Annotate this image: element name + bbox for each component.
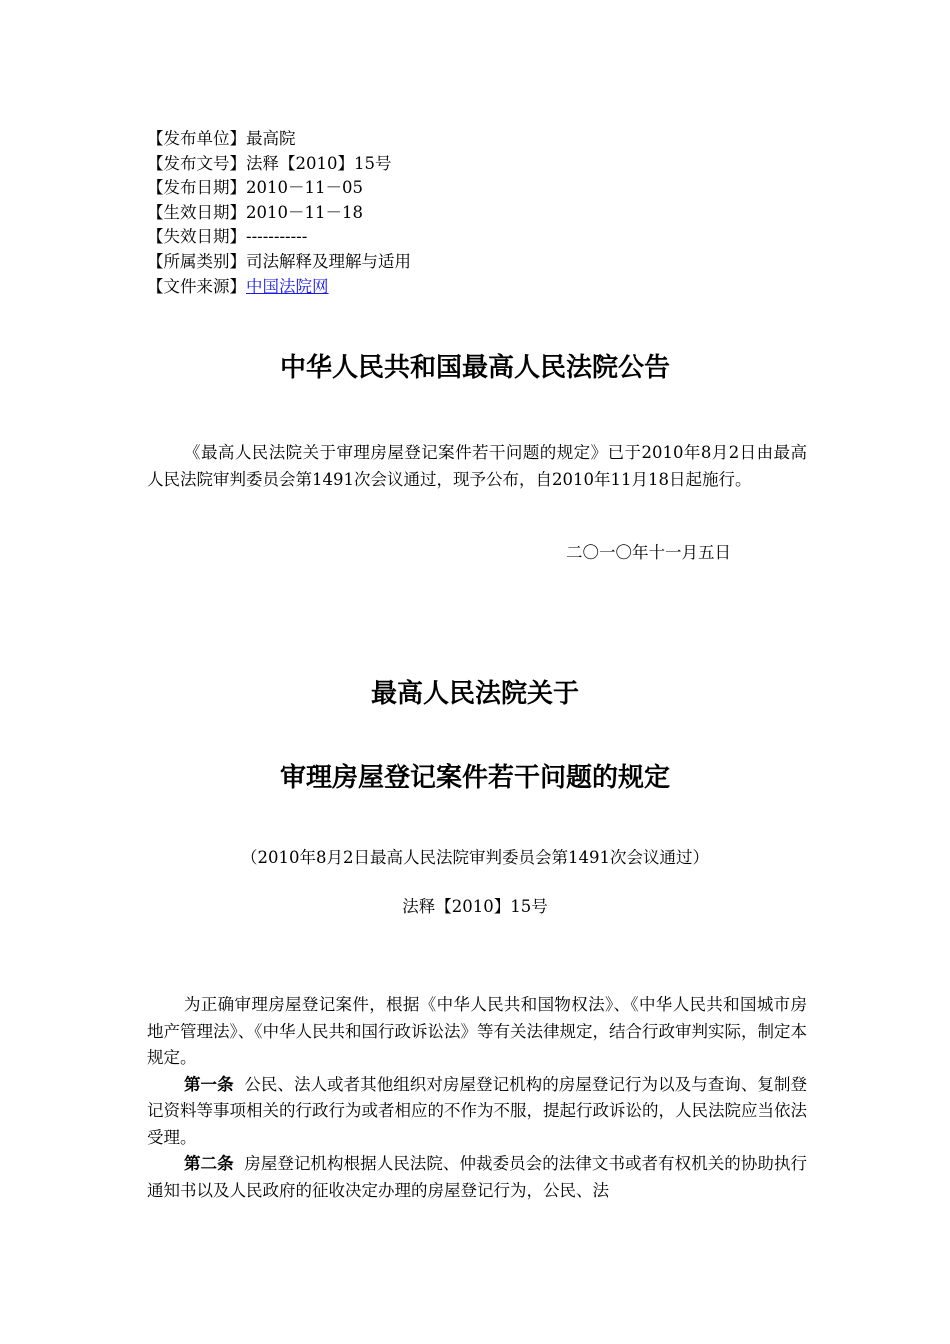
source-link[interactable]: 中国法院网 xyxy=(246,276,329,296)
regulation-doc-number: 法释【2010】15号 xyxy=(402,897,548,916)
meta-expiry-date: 【失效日期】----------- xyxy=(147,227,308,247)
announcement-body: 《最高人民法院关于审理房屋登记案件若干问题的规定》已于2010年8月2日由最高人民法院审判委员会第1491次会议通过，现予公布，自2010年11月18日起施行。 xyxy=(147,443,807,489)
regulation-body xyxy=(147,992,807,1204)
regulation-title-line2: 审理房屋登记案件若干问题的规定 xyxy=(279,763,670,793)
announcement-date: 二〇一〇年十一月五日 xyxy=(566,543,731,562)
article-heading: 第二条 xyxy=(184,1154,234,1173)
article-heading: 第一条 xyxy=(184,1074,234,1094)
meta-effective-date: 【生效日期】2010－11－18 xyxy=(147,202,363,222)
document-metadata xyxy=(147,127,411,299)
meta-issuer: 【发布单位】最高院 xyxy=(147,129,296,148)
article-paragraph xyxy=(147,1151,807,1204)
announcement-title: 中华人民共和国最高人民法院公告 xyxy=(279,353,670,383)
meta-issue-date: 【发布日期】2010－11－05 xyxy=(147,178,363,198)
meta-source: 【文件来源】中国法院网 xyxy=(147,276,329,296)
preamble-paragraph: 为正确审理房屋登记案件，根据《中华人民共和国物权法》、《中华人民共和国城市房地产管理法》、《中华人民共和国行政诉讼法》等有关法律规定，结合行政审判实际，制定本规定。 xyxy=(147,995,807,1067)
article-paragraph xyxy=(147,1072,807,1152)
meta-category: 【所属类别】司法解释及理解与适用 xyxy=(147,251,411,271)
adoption-note: （2010年8月2日最高人民法院审判委员会第1491次会议通过） xyxy=(241,848,709,867)
regulation-title-line1: 最高人民法院关于 xyxy=(370,679,579,709)
meta-doc-number: 【发布文号】法释【2010】15号 xyxy=(147,153,392,173)
article-text: 房屋登记机构根据人民法院、仲裁委员会的法律文书或者有权机关的协助执行通知书以及人民政府的征收决定办理的房屋登记行为，公民、法 xyxy=(147,1154,808,1200)
article-text: 公民、法人或者其他组织对房屋登记机构的房屋登记行为以及与查询、复制登记资料等事项相关的行政行为或者相应的不作为不服，提起行政诉讼的，人民法院应当依法受理。 xyxy=(147,1074,808,1147)
